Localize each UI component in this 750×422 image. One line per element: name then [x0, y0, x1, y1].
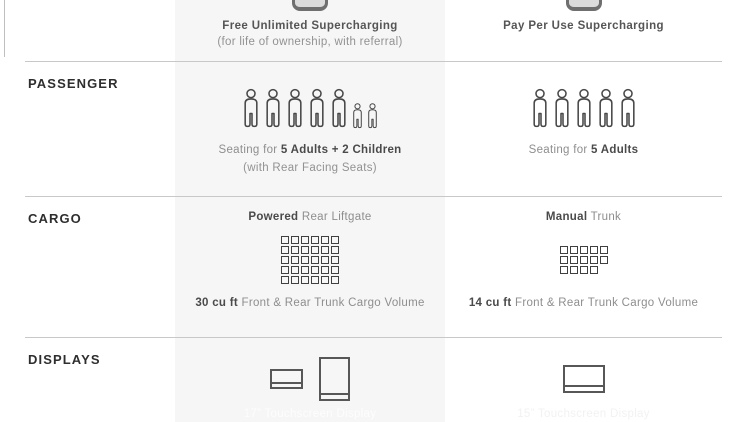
cargo-cubic-foot-square [560, 256, 568, 264]
cargo-feature-bold: Manual [545, 211, 588, 223]
row-label-cell [0, 196, 175, 337]
cargo-feature-rest: Rear Liftgate [298, 211, 372, 223]
cargo-cubic-foot-square [291, 276, 299, 284]
passenger-icons [530, 87, 638, 130]
cargo-cubic-foot-square [301, 276, 309, 284]
cargo-cubic-foot-square [311, 266, 319, 274]
cargo-cubic-foot-square [590, 266, 598, 274]
cargo-cubic-foot-square [281, 246, 289, 254]
display-caption-cutoff: 15” Touchscreen Display [517, 408, 650, 420]
cargo-cubic-foot-square [590, 256, 598, 264]
cargo-cubic-foot-square [291, 236, 299, 244]
passenger-icons [241, 87, 379, 130]
portrait-touchscreen-icon [319, 357, 350, 401]
seating-prefix: Seating for [218, 144, 281, 156]
cargo-cubic-foot-square [311, 276, 319, 284]
supercharging-model-3-cell [445, 0, 750, 61]
seating-note: (with Rear Facing Seats) [243, 162, 377, 174]
row-supercharging [0, 0, 750, 61]
cargo-volume-text [195, 296, 424, 311]
display-icons [270, 356, 350, 402]
person-icon [596, 87, 616, 130]
cargo-cubic-foot-square [570, 256, 578, 264]
passenger-row-label: PASSENGER [28, 76, 119, 91]
person-icon [307, 87, 327, 130]
cargo-cubic-foot-square [281, 236, 289, 244]
person-icon [530, 87, 550, 130]
seating-prefix: Seating for [528, 144, 592, 156]
cargo-feature-text [248, 210, 371, 225]
row-cargo [0, 196, 750, 337]
cargo-cubic-foot-square [321, 246, 329, 254]
cargo-volume-grid-icon [560, 246, 608, 274]
cargo-cubic-foot-square [590, 246, 598, 254]
displays-row-label: DISPLAYS [28, 352, 101, 367]
seating-value: 5 Adults [591, 144, 639, 156]
cargo-cubic-foot-square [570, 246, 578, 254]
supercharging-title: Pay Per Use Supercharging [503, 20, 664, 32]
cargo-cubic-foot-square [321, 236, 329, 244]
row-label-cell [0, 61, 175, 196]
supercharger-pedestal-icon [292, 0, 328, 11]
row-label-cell [0, 0, 175, 61]
row-displays [0, 337, 750, 422]
person-icon [552, 87, 572, 130]
cargo-cubic-foot-square [311, 256, 319, 264]
cargo-cubic-foot-square [281, 276, 289, 284]
cargo-cubic-foot-square [301, 256, 309, 264]
cargo-feature-text [546, 210, 621, 225]
cargo-cubic-foot-square [580, 246, 588, 254]
cargo-cubic-foot-square [321, 256, 329, 264]
cargo-cubic-foot-square [281, 266, 289, 274]
person-icon [329, 87, 349, 130]
person-icon [618, 87, 638, 130]
person-icon [351, 102, 364, 130]
cargo-cubic-foot-square [331, 256, 339, 264]
cargo-volume-bold: 14 cu ft [468, 297, 512, 309]
display-icons [563, 356, 605, 402]
passenger-model-s-cell [175, 61, 445, 196]
cargo-cubic-foot-square [580, 266, 588, 274]
cargo-cubic-foot-square [331, 236, 339, 244]
cargo-row-label: CARGO [28, 211, 82, 226]
displays-model-s-cell [175, 337, 445, 422]
cargo-cubic-foot-square [311, 236, 319, 244]
supercharging-model-s-cell [175, 0, 445, 61]
seating-value: 5 Adults + 2 Children [280, 144, 402, 156]
cargo-feature-rest: Trunk [587, 211, 622, 223]
cargo-cubic-foot-square [311, 246, 319, 254]
cargo-feature-bold: Powered [248, 211, 299, 223]
row-label-cell [0, 337, 175, 422]
cargo-volume-text [469, 296, 698, 311]
cargo-volume-rest: Front & Rear Trunk Cargo Volume [511, 297, 699, 309]
seating-text [219, 143, 402, 158]
seating-text [529, 143, 639, 158]
cargo-model-3-cell [445, 196, 750, 337]
supercharging-title: Free Unlimited Supercharging [222, 20, 398, 32]
cargo-cubic-foot-square [600, 256, 608, 264]
cargo-cubic-foot-square [600, 246, 608, 254]
left-edge-divider [4, 0, 5, 57]
cargo-grid-slot [281, 236, 339, 284]
cargo-volume-grid-icon [281, 236, 339, 284]
cargo-cubic-foot-square [331, 276, 339, 284]
cargo-cubic-foot-square [560, 246, 568, 254]
cargo-cubic-foot-square [291, 256, 299, 264]
cargo-cubic-foot-square [331, 246, 339, 254]
person-icon [366, 102, 379, 130]
cargo-cubic-foot-square [331, 266, 339, 274]
person-icon [241, 87, 261, 130]
person-icon [574, 87, 594, 130]
cargo-cubic-foot-square [570, 266, 578, 274]
cargo-cubic-foot-square [321, 276, 329, 284]
cargo-model-s-cell [175, 196, 445, 337]
cargo-cubic-foot-square [321, 266, 329, 274]
cargo-cubic-foot-square [281, 256, 289, 264]
cargo-cubic-foot-square [301, 236, 309, 244]
person-icon [263, 87, 283, 130]
cargo-volume-rest: Front & Rear Trunk Cargo Volume [238, 297, 425, 309]
cargo-cubic-foot-square [301, 246, 309, 254]
cargo-cubic-foot-square [560, 266, 568, 274]
display-caption-cutoff: 17” Touchscreen Display [243, 408, 377, 420]
instrument-cluster-display-icon [270, 369, 303, 389]
cargo-cubic-foot-square [291, 266, 299, 274]
cargo-cubic-foot-square [291, 246, 299, 254]
person-icon [285, 87, 305, 130]
landscape-touchscreen-icon [563, 365, 605, 393]
cargo-volume-bold: 30 cu ft [195, 297, 238, 309]
supercharger-pedestal-icon [566, 0, 602, 11]
passenger-model-3-cell [445, 61, 750, 196]
cargo-grid-slot [560, 236, 608, 284]
cargo-cubic-foot-square [301, 266, 309, 274]
row-passenger [0, 61, 750, 196]
displays-model-3-cell [445, 337, 750, 422]
cargo-cubic-foot-square [580, 256, 588, 264]
supercharging-subtitle: (for life of ownership, with referral) [217, 36, 403, 48]
